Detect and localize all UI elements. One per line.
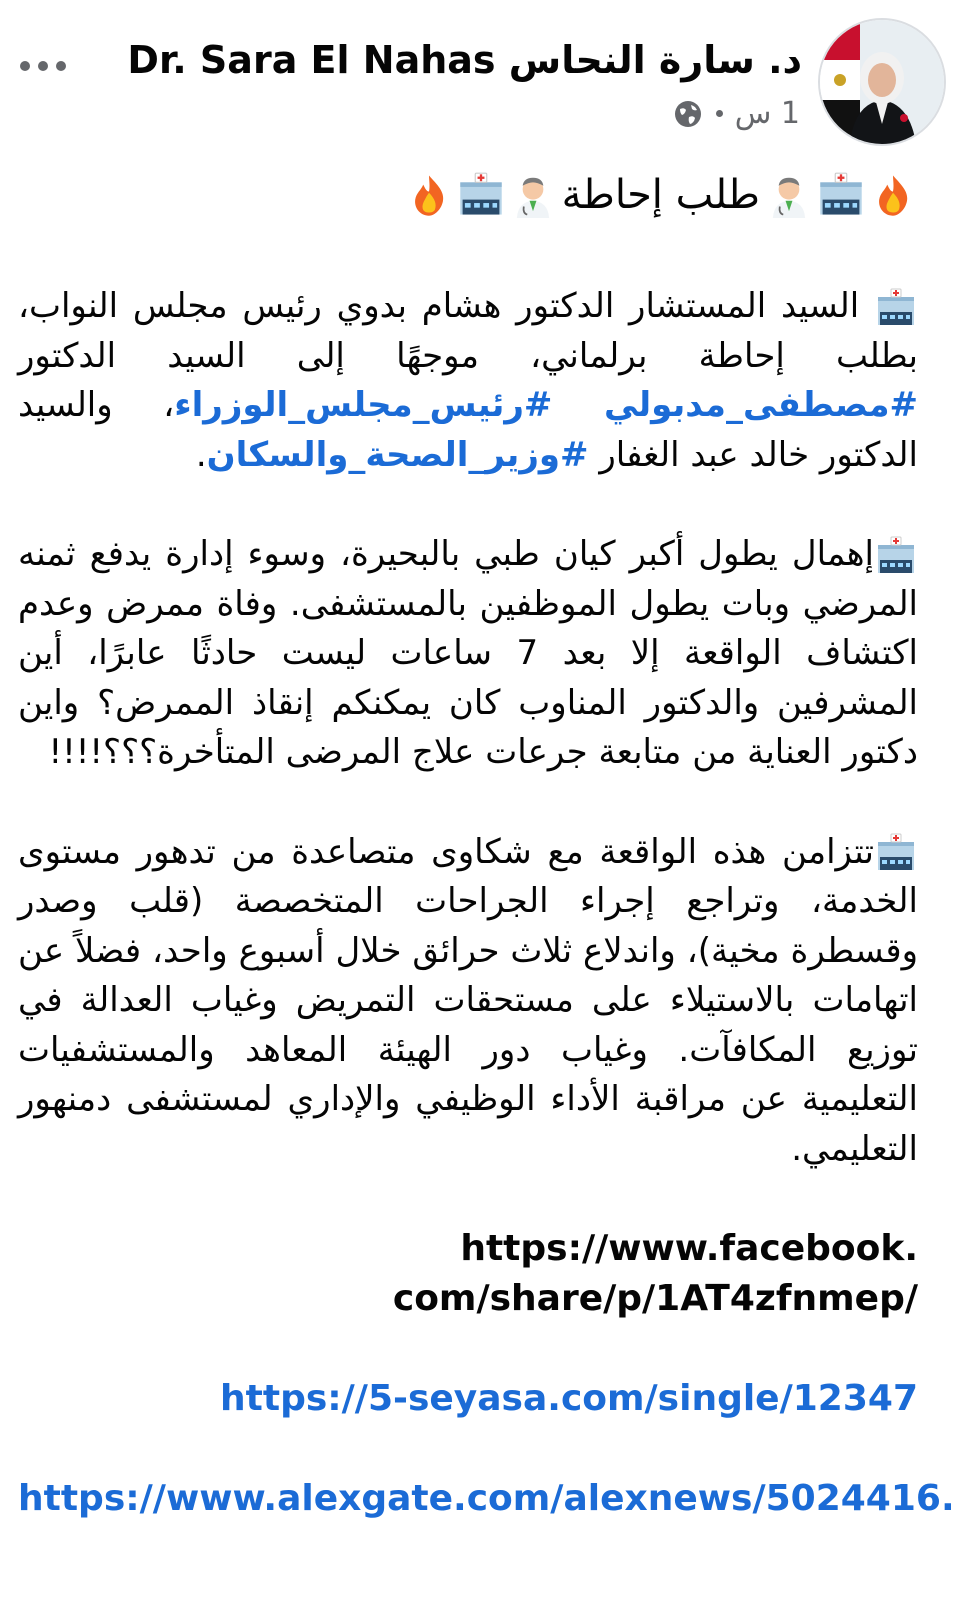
paragraph-text: السيد المستشار الدكتور هشام بدوي رئيس مجلس النواب، بطلب إحاطة برلماني، موجهًا إلى السيد الدكتور: [18, 286, 918, 376]
author-avatar[interactable]: [818, 18, 946, 146]
post-title: طلب إحاطة: [561, 172, 760, 218]
facebook-share-link-line2[interactable]: com/share/p/1AT4zfnmep/: [392, 1278, 918, 1319]
doctor-icon: [510, 172, 556, 218]
hashtag-link[interactable]: #مصطفى_مدبولي #رئيس_مجلس_الوزراء: [174, 385, 918, 425]
avatar-image: [820, 20, 944, 144]
paragraph-text: ، والسيد الدكتور خالد عبد الغفار: [18, 385, 918, 475]
post-body: [18, 160, 955, 1524]
post-paragraph-2: [18, 530, 918, 778]
post-paragraph-3: [18, 828, 918, 1175]
fire-icon: [406, 172, 452, 218]
more-options-button[interactable]: [20, 54, 80, 78]
seyasa-link[interactable]: https://5-seyasa.com/single/12347: [220, 1378, 918, 1419]
hospital-icon: [818, 172, 864, 218]
alexgate-link[interactable]: https://www.alexgate.com/alexnews/5024416.: [18, 1478, 955, 1519]
fire-icon: [870, 172, 916, 218]
hospital-icon: [874, 288, 918, 328]
meta-separator: [716, 110, 723, 117]
paragraph-text: إهمال يطول أكبر كيان طبي بالبحيرة، وسوء إدارة يدفع ثمنه المرضي وبات يطول الموظفين بالمستشفى. وفاة ممرض وعدم اكتشاف الواقعة إلا بعد 7 ساعات ليست حادثًا عابرًا، أين المشرفين والدكتور المناوب كان يمكنكم إنقاذ الممرض؟ واين دكتور العناية من متابعة جرعات علاج المرضى المتأخرة؟؟؟!!!!: [18, 534, 919, 772]
post-title-line: [18, 160, 916, 230]
more-dot-icon: [38, 61, 48, 71]
globe-icon[interactable]: [672, 98, 704, 130]
post-meta: [672, 96, 800, 131]
paragraph-text: تتزامن هذه الواقعة مع شكاوى متصاعدة من تدهور مستوى الخدمة، وتراجع إجراء الجراحات المتخصصة (قلب وصدر وقسطرة مخية)، واندلاع ثلاث حرائق خلال أسبوع واحد، فضلاً عن اتهامات بالاستيلاء على مستحقات التمريض وغياب العدالة في توزيع المكافآت. وغياب دور الهيئة المعاهد والمستشفيات التعليمية عن مراقبة الأداء الوظيفي والإداري لمستشفى دمنهور التعليمي.: [18, 831, 918, 1169]
facebook-share-link-line1[interactable]: https://www.facebook.: [460, 1228, 918, 1269]
paragraph-text: .: [195, 434, 207, 475]
hospital-icon: [458, 172, 504, 218]
post-header: [0, 18, 960, 148]
post-timestamp[interactable]: 1 س: [734, 96, 800, 131]
doctor-icon: [766, 172, 812, 218]
post-paragraph-1: [18, 282, 918, 480]
hospital-icon: [874, 833, 918, 873]
hashtag-link[interactable]: #وزير_الصحة_والسكان: [206, 434, 589, 475]
hospital-icon: [874, 536, 918, 576]
more-dot-icon: [56, 61, 66, 71]
author-name[interactable]: د. سارة النحاس Dr. Sara El Nahas: [127, 38, 802, 82]
more-dot-icon: [20, 61, 30, 71]
